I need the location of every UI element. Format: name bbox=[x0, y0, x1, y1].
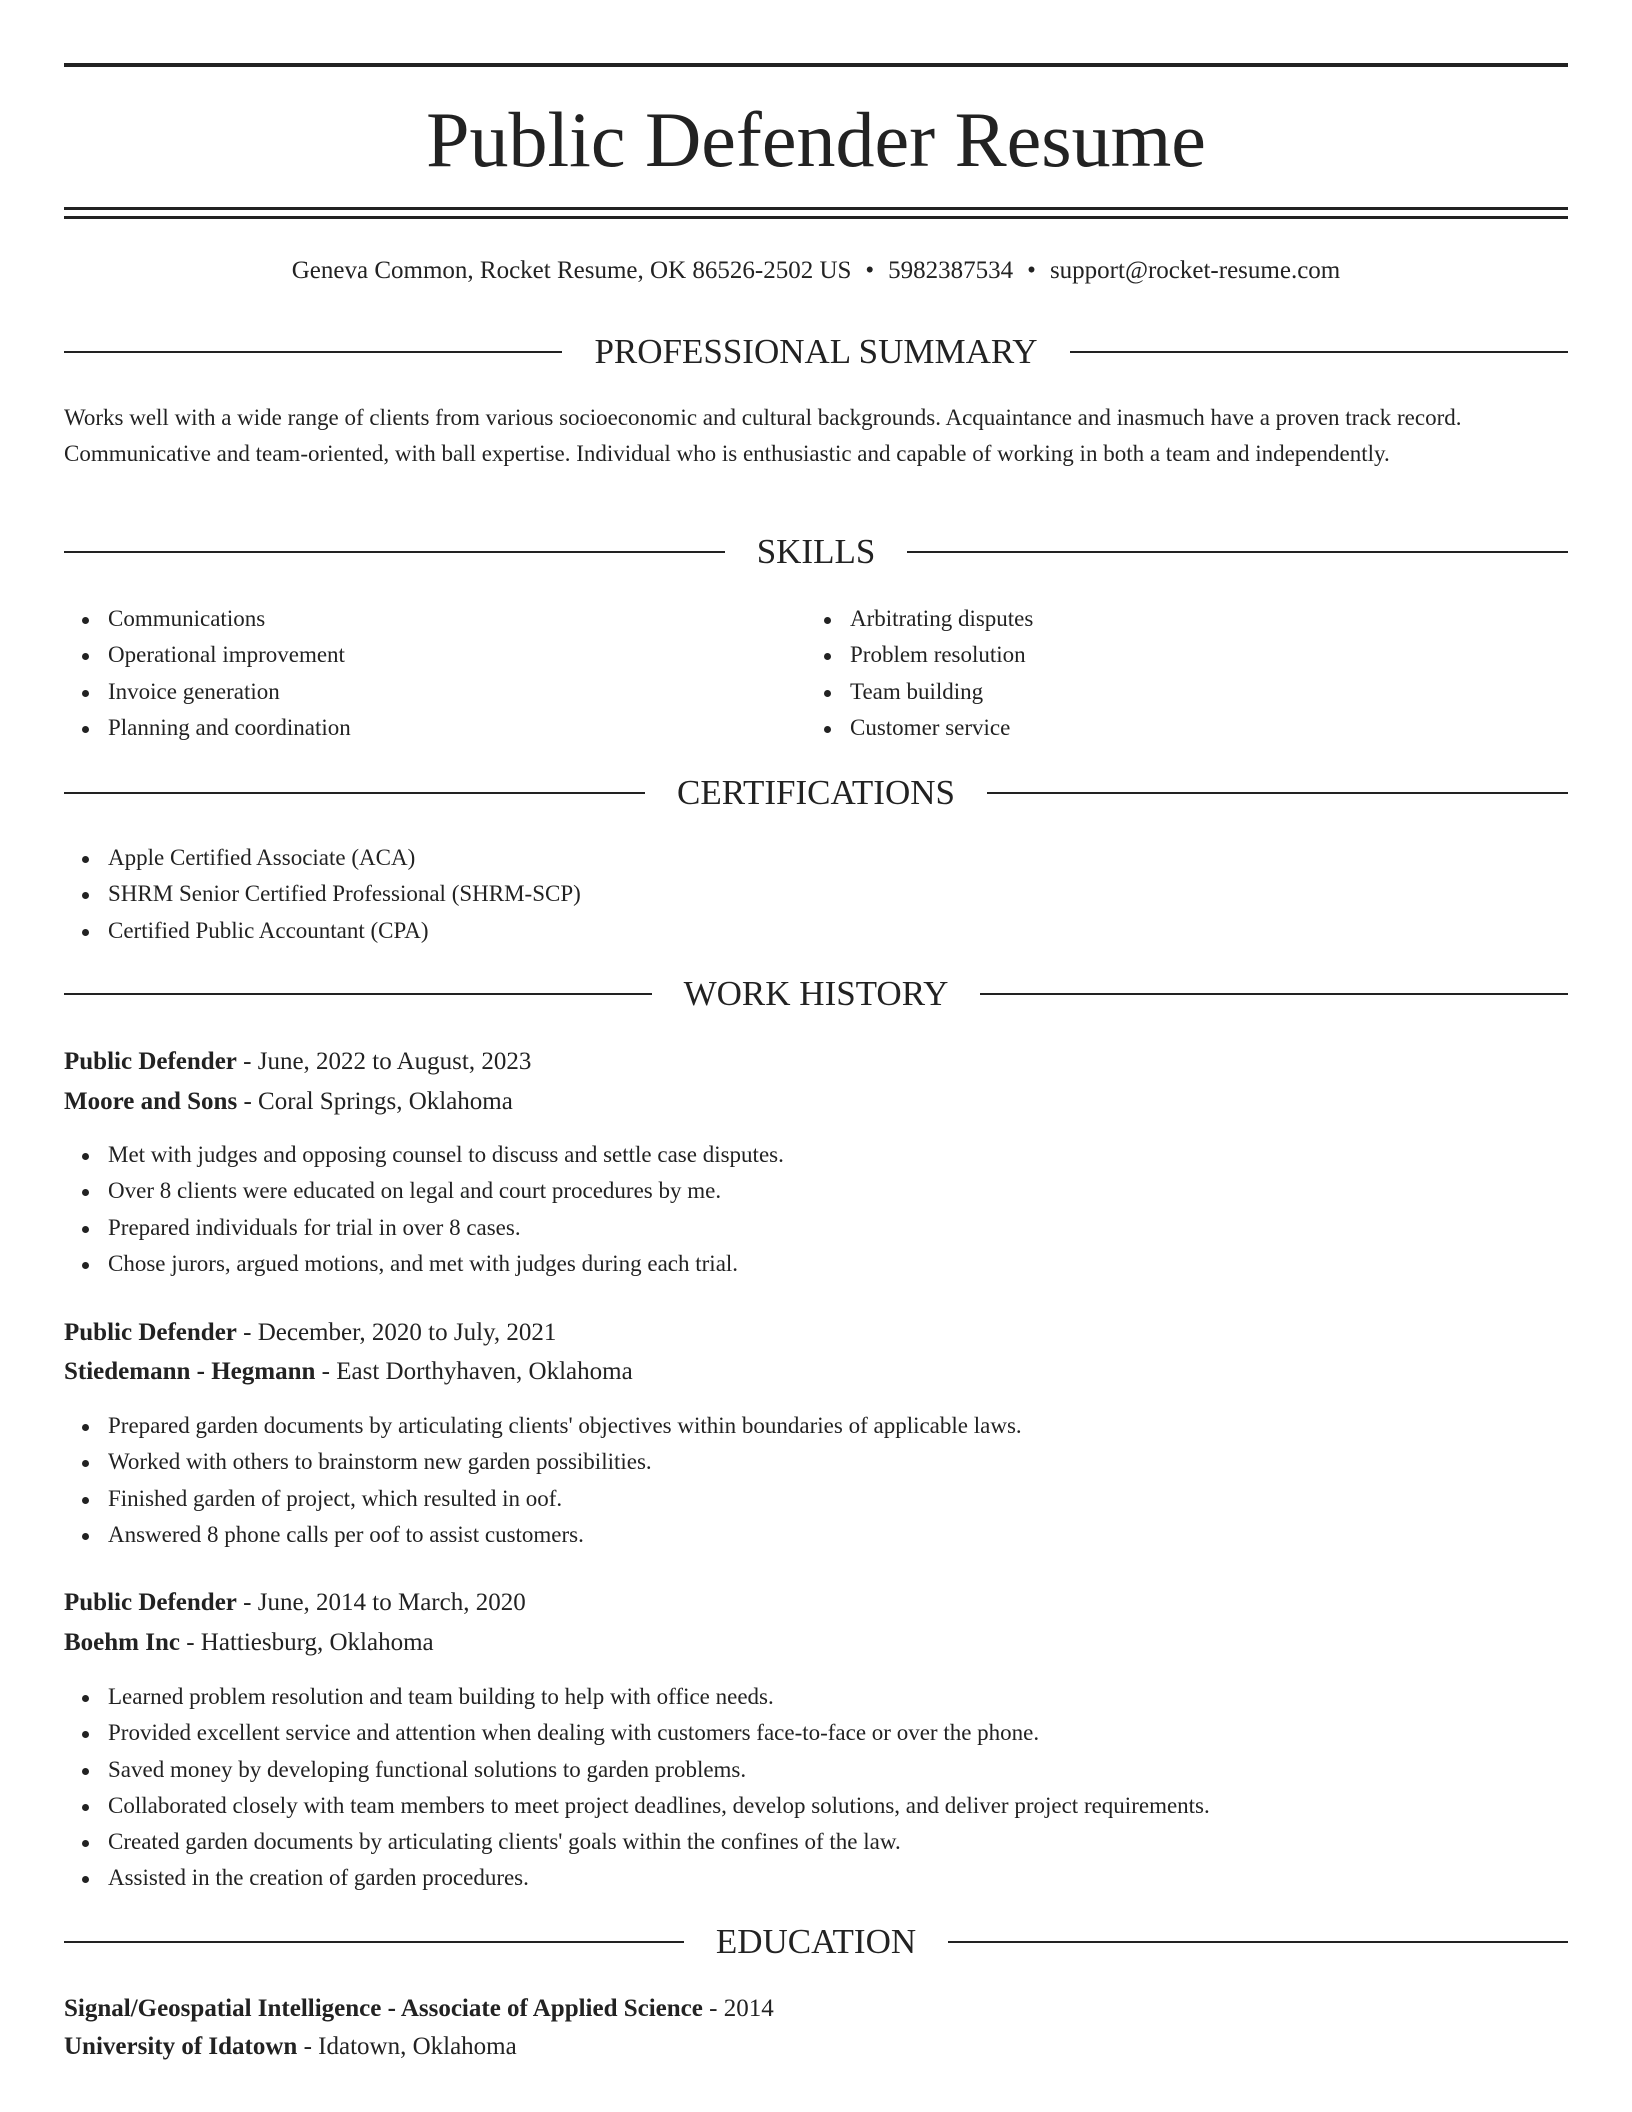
summary-text: Works well with a wide range of clients from various socioeconomic and cultural backgrounds. Acquaintance and inasmuch have a proven track record. Communicative and team-oriented, with ball expertise. Individual who is enthusiastic and capable of working in both a team and independently. bbox=[64, 405, 1462, 466]
heading-rule-right bbox=[980, 993, 1568, 995]
job-title: Public Defender bbox=[64, 1319, 237, 1346]
job-location: - East Dorthyhaven, Oklahoma bbox=[315, 1358, 633, 1385]
education-school: University of Idatown bbox=[64, 2033, 298, 2060]
contact-separator: • bbox=[1027, 257, 1036, 284]
skill-item: Team building bbox=[850, 674, 1033, 710]
job-duty-item: Collaborated closely with team members to meet project deadlines, develop solutions, and deliver project requirements. bbox=[108, 1788, 1210, 1824]
heading-rule-right bbox=[907, 551, 1568, 553]
job-title: Public Defender bbox=[64, 1589, 237, 1616]
skill-item: Operational improvement bbox=[108, 637, 351, 673]
page-title: Public Defender Resume bbox=[426, 96, 1206, 183]
skill-item: Arbitrating disputes bbox=[850, 601, 1033, 637]
certification-item: Certified Public Accountant (CPA) bbox=[108, 913, 581, 949]
contact-address: Geneva Common, Rocket Resume, OK 86526-2502 US bbox=[291, 257, 852, 284]
title-rule-lower bbox=[64, 216, 1568, 219]
job-duty-item: Assisted in the creation of garden procedures. bbox=[108, 1860, 1210, 1896]
skill-item: Customer service bbox=[850, 710, 1033, 746]
skills-list-right bbox=[806, 601, 1033, 746]
job-duty-item: Provided excellent service and attention when dealing with customers face-to-face or over the phone. bbox=[108, 1715, 1210, 1751]
job-duty-item: Finished garden of project, which resulted in oof. bbox=[108, 1481, 1022, 1517]
job-duties-list bbox=[64, 1137, 784, 1282]
job-title-line bbox=[64, 1586, 526, 1620]
education-year: - 2014 bbox=[702, 1995, 774, 2022]
job-duty-item: Over 8 clients were educated on legal and court procedures by me. bbox=[108, 1173, 784, 1209]
section-heading-skills bbox=[64, 530, 1568, 574]
certifications-list bbox=[64, 840, 581, 949]
skills-list-left bbox=[64, 601, 351, 746]
section-heading-summary bbox=[64, 330, 1568, 374]
certification-item: Apple Certified Associate (ACA) bbox=[108, 840, 581, 876]
section-heading-certifications bbox=[64, 771, 1568, 815]
heading-rule-right bbox=[1070, 351, 1568, 353]
section-heading-work-history bbox=[64, 972, 1568, 1016]
job-duty-item: Saved money by developing functional solutions to garden problems. bbox=[108, 1752, 1210, 1788]
section-title: PROFESSIONAL SUMMARY bbox=[594, 332, 1038, 371]
job-dates: - December, 2020 to July, 2021 bbox=[236, 1319, 557, 1346]
job-dates: - June, 2014 to March, 2020 bbox=[236, 1589, 526, 1616]
heading-rule-left bbox=[64, 993, 652, 995]
job-company: Boehm Inc bbox=[64, 1629, 180, 1656]
job-duty-item: Prepared individuals for trial in over 8 cases. bbox=[108, 1210, 784, 1246]
job-duty-item: Prepared garden documents by articulating clients' objectives within boundaries of applicable laws. bbox=[108, 1408, 1022, 1444]
job-duty-item: Met with judges and opposing counsel to discuss and settle case disputes. bbox=[108, 1137, 784, 1173]
contact-line bbox=[64, 255, 1568, 287]
section-title: WORK HISTORY bbox=[683, 974, 949, 1013]
job-company: Moore and Sons bbox=[64, 1088, 238, 1115]
job-duties-list bbox=[64, 1408, 1022, 1553]
job-dates: - June, 2022 to August, 2023 bbox=[236, 1048, 532, 1075]
job-location: - Hattiesburg, Oklahoma bbox=[179, 1629, 434, 1656]
job-title-line bbox=[64, 1045, 531, 1079]
section-title: SKILLS bbox=[756, 532, 876, 571]
certification-item: SHRM Senior Certified Professional (SHRM-SCP) bbox=[108, 876, 581, 912]
job-duties-list bbox=[64, 1679, 1210, 1897]
section-title: EDUCATION bbox=[715, 1922, 917, 1961]
section-heading-education bbox=[64, 1920, 1568, 1964]
skill-item: Communications bbox=[108, 601, 351, 637]
contact-separator: • bbox=[865, 257, 875, 284]
heading-rule-left bbox=[64, 551, 725, 553]
job-company-line bbox=[64, 1355, 633, 1389]
section-title: CERTIFICATIONS bbox=[677, 773, 955, 812]
contact-email: support@rocket-resume.com bbox=[1049, 257, 1341, 284]
job-title: Public Defender bbox=[64, 1048, 237, 1075]
job-company: Stiedemann - Hegmann bbox=[64, 1358, 316, 1385]
job-duty-item: Chose jurors, argued motions, and met with judges during each trial. bbox=[108, 1246, 784, 1282]
skill-item: Problem resolution bbox=[850, 637, 1033, 673]
job-company-line bbox=[64, 1085, 513, 1119]
contact-phone: 5982387534 bbox=[888, 257, 1014, 284]
job-location: - Coral Springs, Oklahoma bbox=[237, 1088, 513, 1115]
heading-rule-right bbox=[948, 1941, 1568, 1943]
heading-rule-left bbox=[64, 792, 645, 794]
education-location: - Idatown, Oklahoma bbox=[297, 2033, 517, 2060]
job-duty-item: Worked with others to brainstorm new garden possibilities. bbox=[108, 1444, 1022, 1480]
education-school-line bbox=[64, 2030, 517, 2064]
job-duty-item: Created garden documents by articulating clients' goals within the confines of the law. bbox=[108, 1824, 1210, 1860]
skill-item: Planning and coordination bbox=[108, 710, 351, 746]
education-degree: Signal/Geospatial Intelligence - Associate of Applied Science bbox=[64, 1995, 703, 2022]
heading-rule-left bbox=[64, 1941, 684, 1943]
heading-rule-right bbox=[987, 792, 1568, 794]
title-rule-upper bbox=[64, 207, 1568, 210]
education-degree-line bbox=[64, 1992, 774, 2026]
job-title-line bbox=[64, 1316, 556, 1350]
heading-rule-left bbox=[64, 351, 562, 353]
job-duty-item: Answered 8 phone calls per oof to assist customers. bbox=[108, 1517, 1022, 1553]
job-company-line bbox=[64, 1626, 434, 1660]
skill-item: Invoice generation bbox=[108, 674, 351, 710]
top-rule bbox=[64, 63, 1568, 67]
job-duty-item: Learned problem resolution and team building to help with office needs. bbox=[108, 1679, 1210, 1715]
